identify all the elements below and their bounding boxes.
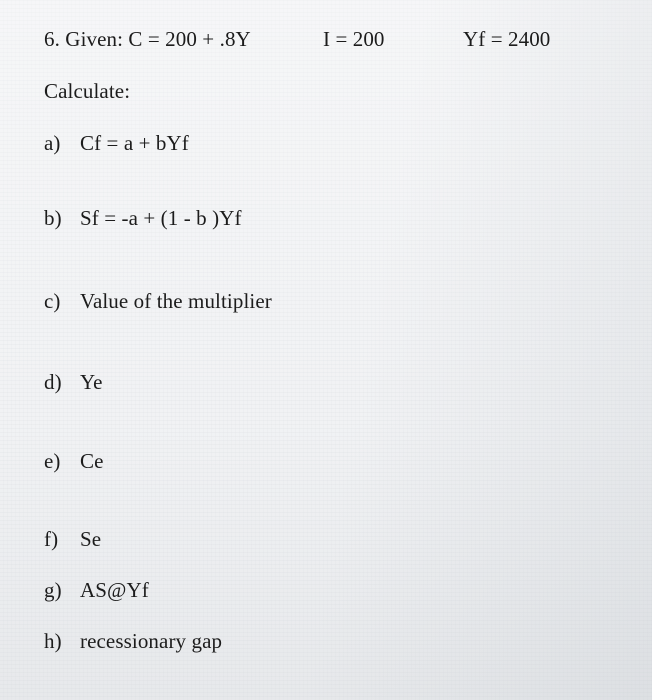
item-text: Sf = -a + (1 - b )Yf [80,206,242,230]
list-item-h [44,629,222,654]
item-label: c) [44,289,61,313]
given-investment: I = 200 [323,27,385,51]
item-label: a) [44,131,61,155]
instruction-heading: Calculate: [44,79,131,103]
item-label: d) [44,370,62,394]
list-item-a [44,131,189,156]
item-text: AS@Yf [80,578,149,602]
list-item-e [44,449,104,474]
item-text: Se [80,527,102,551]
list-item-f [44,527,101,552]
item-label: f) [44,527,59,551]
list-item-b [44,206,242,231]
item-label: h) [44,629,62,653]
item-text: Cf = a + bYf [80,131,189,155]
given-full-employment-output: Yf = 2400 [463,27,551,51]
list-item-d [44,370,103,395]
item-label: e) [44,449,61,473]
list-item-g [44,578,149,603]
item-text: Value of the multiplier [80,289,272,313]
item-text: Ye [80,370,103,394]
item-label: g) [44,578,62,602]
list-item-c [44,289,272,314]
item-text: recessionary gap [80,629,223,653]
item-text: Ce [80,449,104,473]
item-label: b) [44,206,62,230]
given-consumption-function: 6. Given: C = 200 + .8Y [44,27,251,51]
